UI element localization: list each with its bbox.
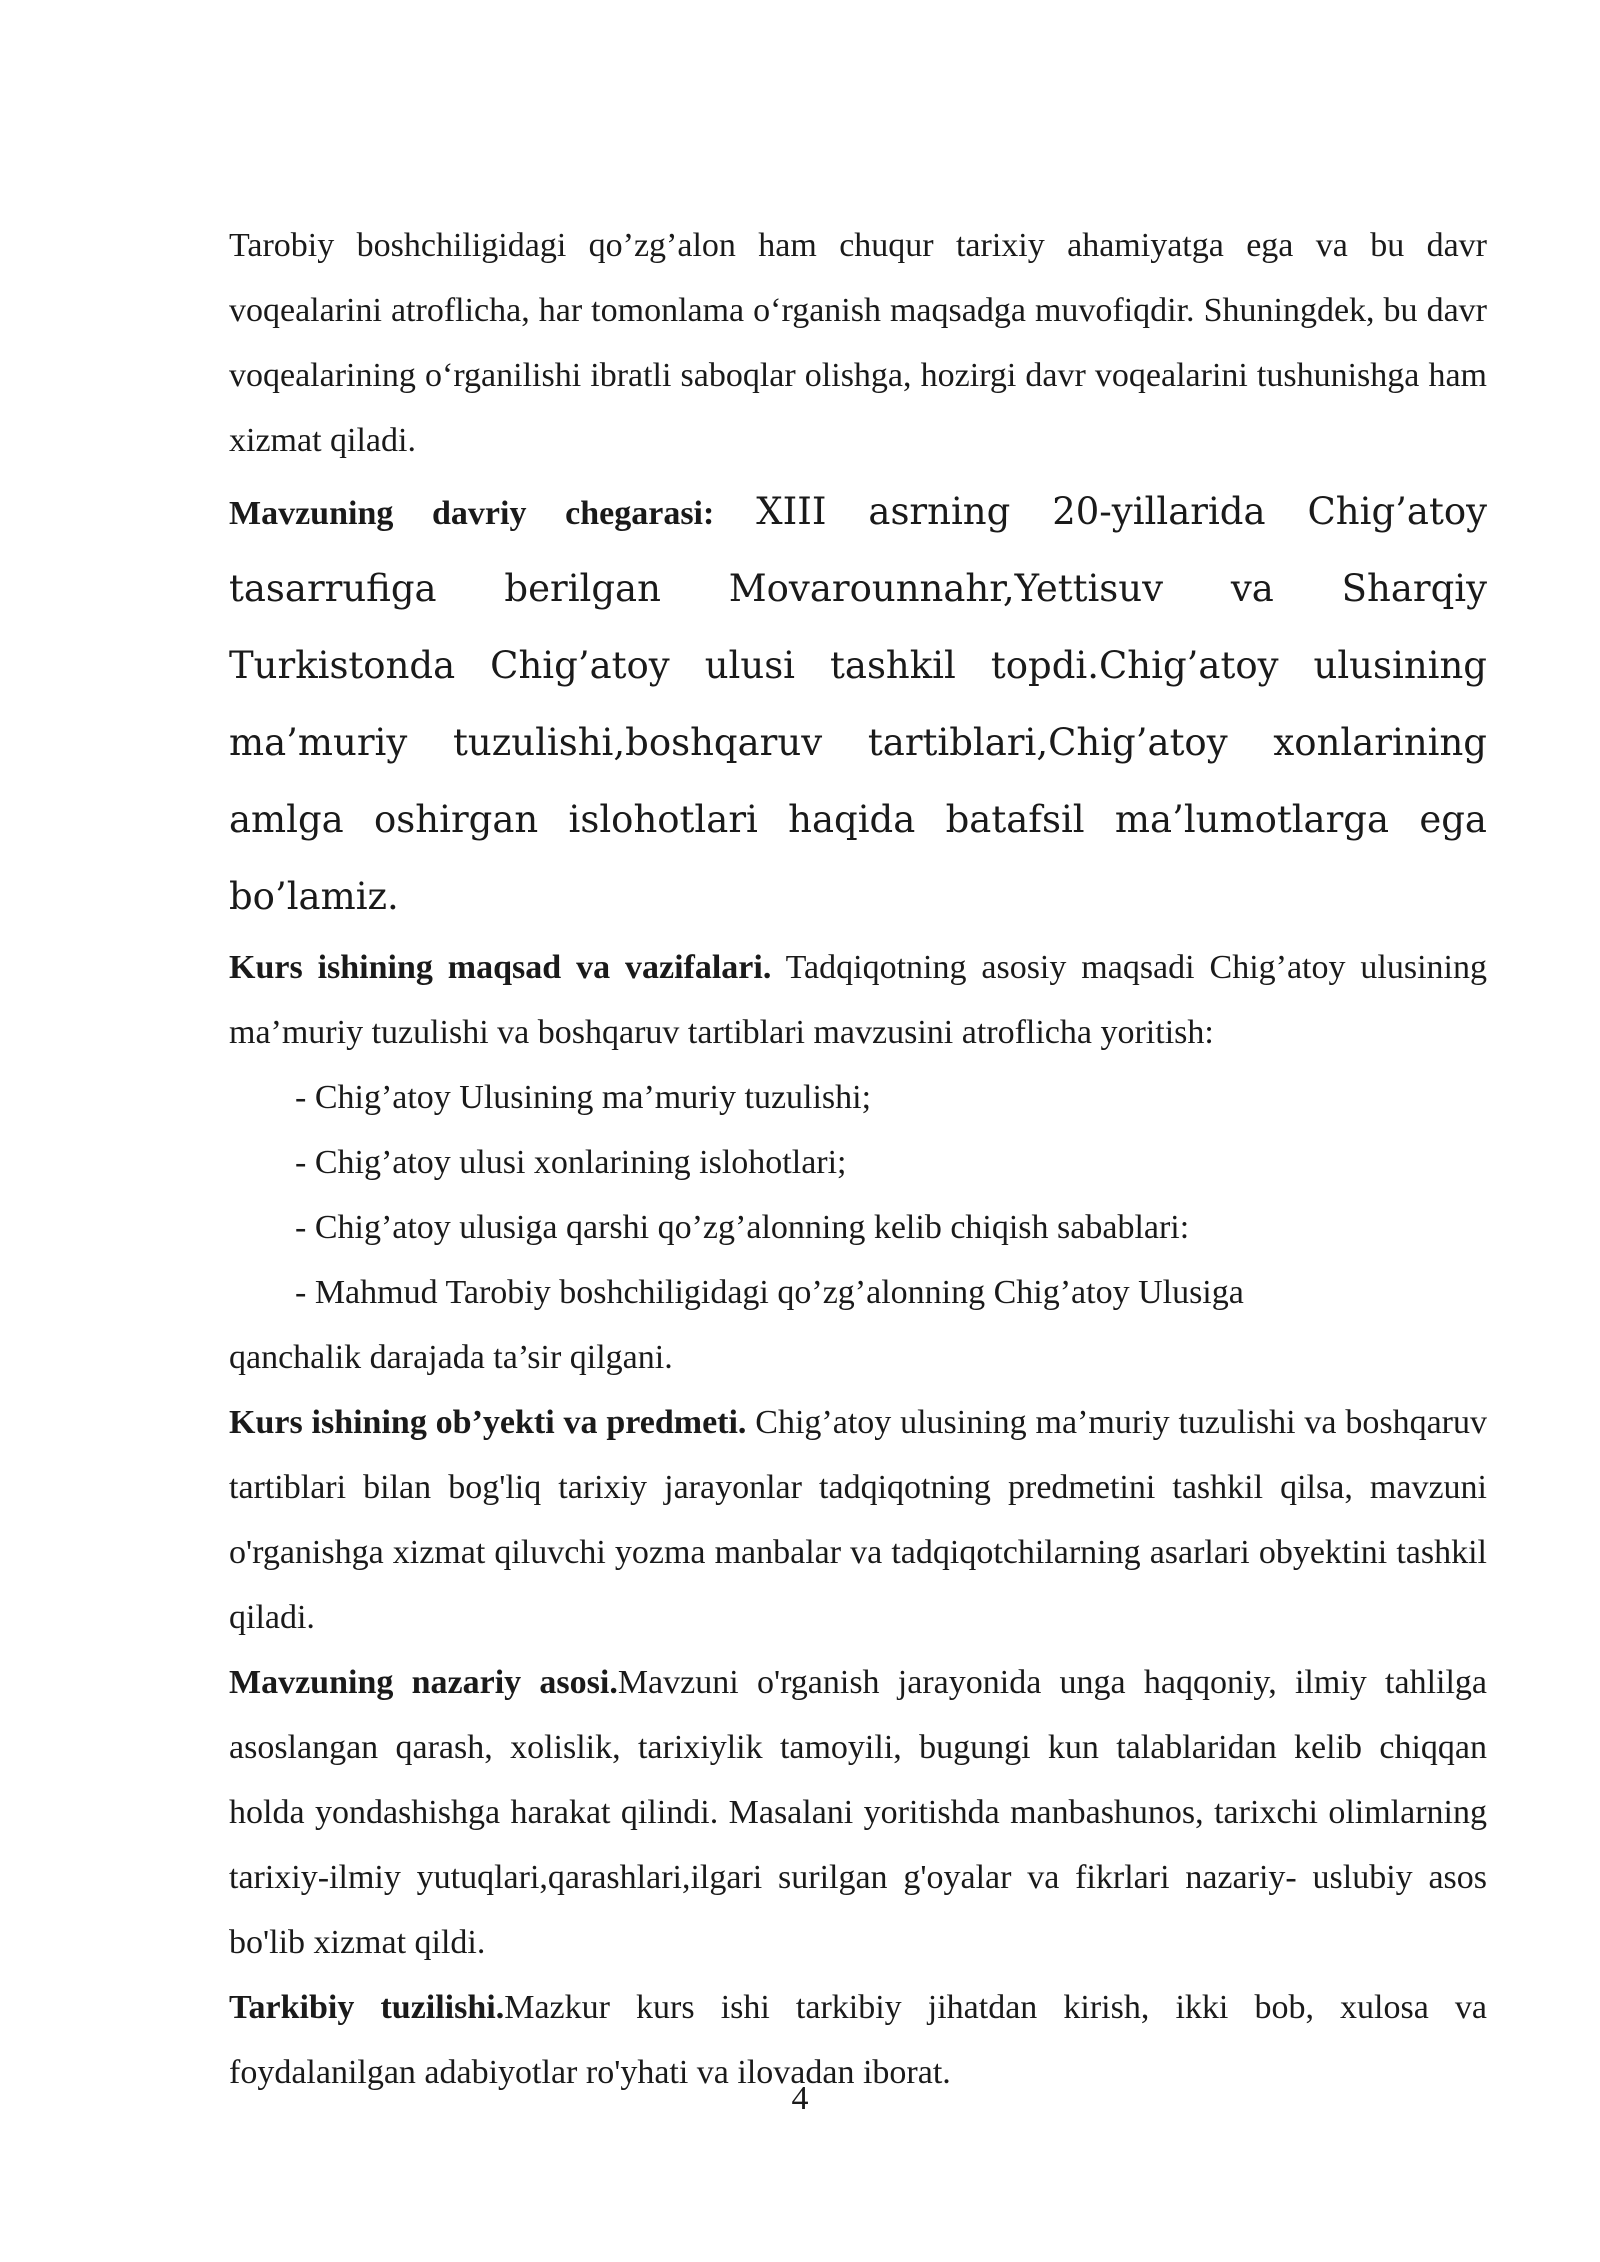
theory-paragraph bbox=[229, 1650, 1487, 1975]
document-body bbox=[229, 213, 1487, 2105]
structure-text: Mazkur kurs ishi tarkibiy jihatdan kirish, ikki bob, xulosa va foydalanilgan adabiyotlar ro'yhati va ilovadan iborat. bbox=[229, 1989, 1488, 2091]
goals-paragraph bbox=[229, 935, 1487, 1065]
theory-heading: Mavzuning nazariy asosi. bbox=[229, 1664, 618, 1701]
object-text: Chig’atoy ulusining ma’muriy tuzulishi va boshqaruv tartiblari bilan bog'liq tarixiy jarayonlar tadqiqotning predmetini tashkil qilsa, mavzuni o'rganishga xizmat qiluvchi yozma manbalar va tadqiqotchilarning asarlari obyektini tashkil qiladi. bbox=[229, 1404, 1487, 1636]
chronology-paragraph bbox=[229, 473, 1487, 935]
page-number: 4 bbox=[791, 2080, 809, 2117]
goals-heading: Kurs ishining maqsad va vazifalari. bbox=[229, 949, 772, 986]
structure-heading: Tarkibiy tuzilishi. bbox=[229, 1989, 505, 2026]
object-paragraph bbox=[229, 1390, 1487, 1650]
goal-item-1: - Chig’atoy Ulusining ma’muriy tuzulishi; bbox=[295, 1079, 872, 1116]
goal-item-2: - Chig’atoy ulusi xonlarining islohotlari; bbox=[295, 1144, 847, 1181]
chronology-text: XIII asrning 20-yillarida Chig’atoy tasarrufiga berilgan Movarounnahr,Yettisuv va Sharqiy Turkistonda Chig’atoy ulusi tashkil topdi.Chig’atoy ulusining ma’muriy tuzulishi,boshqaruv tartiblari,Chig’atoy xonlarining amlga oshirgan islohotlari haqida batafsil ma’lumotlarga ega bo’lamiz. bbox=[229, 490, 1487, 918]
chronology-heading: Mavzuning davriy chegarasi: bbox=[229, 495, 715, 532]
goal-item-4-continuation: qanchalik darajada ta’sir qilgani. bbox=[229, 1339, 673, 1376]
intro-paragraph: Tarobiy boshchiligidagi qo’zg’alon ham chuqur tarixiy ahamiyatga ega va bu davr voqealarini atroflicha, har tomonlama o‘rganish maqsadga muvofiqdir. Shuningdek, bu davr voqealarining o‘rganilishi ibratli saboqlar olishga, hozirgi davr voqealarini tushunishga ham xizmat qiladi. bbox=[229, 227, 1487, 459]
theory-text: Mavzuni o'rganish jarayonida unga haqqoniy, ilmiy tahlilga asoslangan qarash, xolislik, tarixiylik tamoyili, bugungi kun talablaridan kelib chiqqan holda yondashishga harakat qilindi. Masalani yoritishda manbashunos, tarixchi olimlarning tarixiy-ilmiy yutuqlari,qarashlari,ilgari surilgan g'oyalar va fikrlari nazariy- uslubiy asos bo'lib xizmat qildi. bbox=[229, 1664, 1487, 1961]
goal-item-3: - Chig’atoy ulusiga qarshi qo’zg’alonning kelib chiqish sabablari: bbox=[295, 1209, 1190, 1246]
goals-text: Tadqiqotning asosiy maqsadi Chig’atoy ulusining ma’muriy tuzulishi va boshqaruv tartiblari mavzusini atroflicha yoritish: bbox=[229, 949, 1487, 1051]
object-heading: Kurs ishining ob’yekti va predmeti. bbox=[229, 1404, 747, 1441]
goal-item-4: - Mahmud Tarobiy boshchiligidagi qo’zg’alonning Chig’atoy Ulusiga bbox=[295, 1274, 1244, 1311]
